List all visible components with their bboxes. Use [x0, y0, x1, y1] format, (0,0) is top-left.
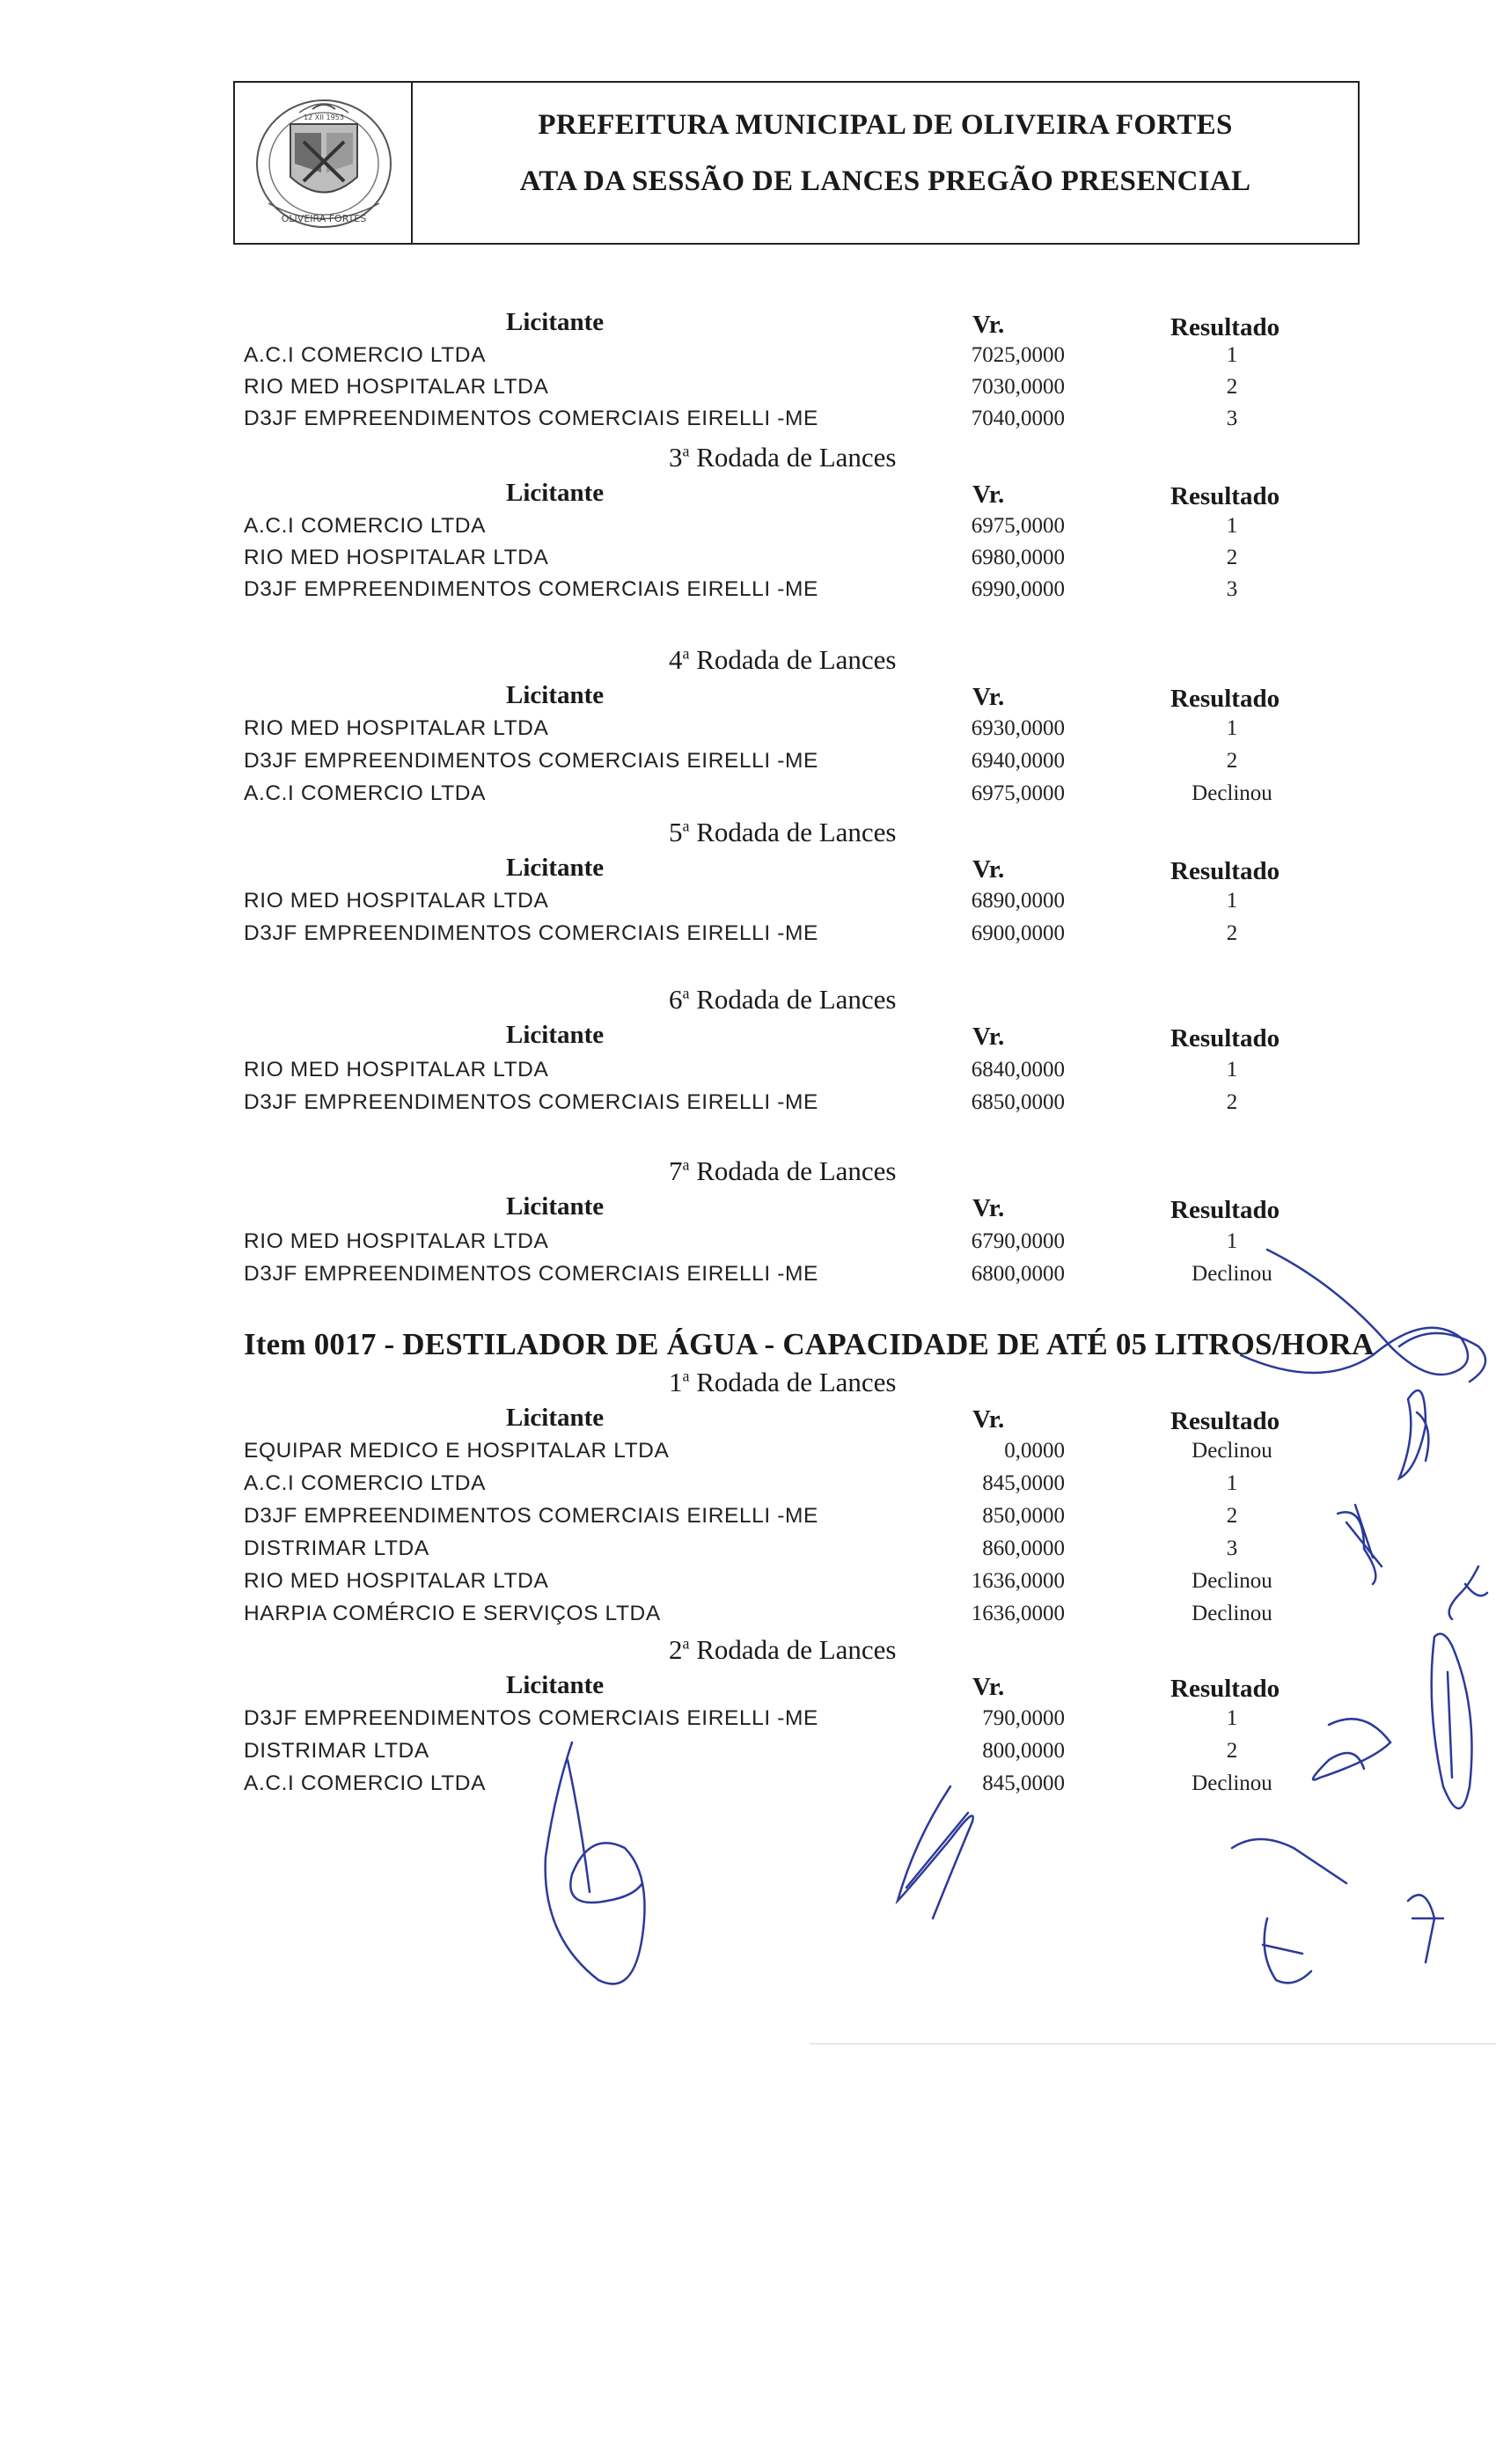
- col-head-vr: Vr.: [972, 480, 1005, 509]
- bidder-name: D3JF EMPREENDIMENTOS COMERCIAIS EIRELLI -ME: [244, 1262, 818, 1286]
- bid-result: 2: [1226, 1739, 1238, 1763]
- bid-value: 6790,0000: [971, 1229, 1065, 1253]
- bid-value: 6940,0000: [971, 749, 1065, 773]
- bid-result: 2: [1226, 921, 1238, 945]
- bid-result: 3: [1226, 1536, 1238, 1560]
- col-head-resultado: Resultado: [1170, 482, 1280, 510]
- bid-result: Declinou: [1192, 1439, 1272, 1463]
- col-head-resultado: Resultado: [1170, 1407, 1280, 1435]
- bid-row: [0, 749, 1496, 781]
- handwritten-signatures-bottom: [493, 1716, 1109, 2006]
- col-head-resultado: Resultado: [1170, 1196, 1280, 1224]
- scan-edge-line: [810, 2043, 1496, 2044]
- col-head-resultado: Resultado: [1170, 1024, 1280, 1052]
- svg-text:OLIVEIRA FORTES: OLIVEIRA FORTES: [281, 213, 367, 224]
- bid-value: 7025,0000: [971, 343, 1065, 367]
- bid-result: 2: [1226, 375, 1238, 399]
- bidder-name: EQUIPAR MEDICO E HOSPITALAR LTDA: [244, 1439, 670, 1463]
- bid-result: 2: [1226, 546, 1238, 569]
- bid-row: [0, 407, 1496, 438]
- bid-result: Declinou: [1192, 781, 1272, 805]
- col-head-licitante: Licitante: [506, 1671, 605, 1699]
- bidder-name: RIO MED HOSPITALAR LTDA: [244, 546, 549, 569]
- municipal-seal-icon: [251, 93, 397, 234]
- bid-result: 3: [1226, 407, 1238, 430]
- bid-result: 1: [1226, 514, 1238, 538]
- round-title: 7$^a$ Rodada de Lances: [669, 1155, 897, 1186]
- bid-row: [0, 716, 1496, 748]
- bid-result: 2: [1226, 749, 1238, 773]
- col-head-resultado: Resultado: [1170, 685, 1280, 713]
- bid-result: 1: [1226, 1706, 1238, 1730]
- col-head-vr: Vr.: [972, 311, 1005, 339]
- bid-result: 2: [1226, 1504, 1238, 1528]
- col-head-licitante: Licitante: [506, 479, 605, 507]
- bid-row: [0, 921, 1496, 953]
- col-head-licitante: Licitante: [506, 854, 605, 882]
- bid-value: 6990,0000: [971, 577, 1065, 601]
- bid-value: 1636,0000: [971, 1602, 1065, 1625]
- bidder-name: DISTRIMAR LTDA: [244, 1739, 429, 1763]
- bid-value: 6975,0000: [971, 781, 1065, 805]
- document-header: [233, 81, 1360, 245]
- round-title: 5$^a$ Rodada de Lances: [669, 817, 897, 847]
- bid-value: 6975,0000: [971, 514, 1065, 538]
- bid-value: 6800,0000: [971, 1262, 1065, 1286]
- bid-value: 6850,0000: [971, 1090, 1065, 1114]
- bidder-name: D3JF EMPREENDIMENTOS COMERCIAIS EIRELLI -ME: [244, 1504, 818, 1528]
- svg-text:12 XII 1953: 12 XII 1953: [304, 114, 344, 121]
- bid-row: [0, 577, 1496, 609]
- bidder-name: D3JF EMPREENDIMENTOS COMERCIAIS EIRELLI -ME: [244, 1706, 818, 1730]
- bidder-name: HARPIA COMÉRCIO E SERVIÇOS LTDA: [244, 1602, 661, 1625]
- bid-result: Declinou: [1192, 1569, 1272, 1593]
- bidder-name: A.C.I COMERCIO LTDA: [244, 1471, 487, 1495]
- col-head-licitante: Licitante: [506, 1404, 605, 1432]
- bid-value: 845,0000: [982, 1771, 1065, 1795]
- handwritten-signatures: [1162, 1214, 1496, 2006]
- bidder-name: D3JF EMPREENDIMENTOS COMERCIAIS EIRELLI -ME: [244, 577, 818, 601]
- bid-row: [0, 546, 1496, 577]
- bid-value: 860,0000: [982, 1536, 1065, 1560]
- bid-result: Declinou: [1192, 1262, 1272, 1286]
- bidder-name: A.C.I COMERCIO LTDA: [244, 781, 487, 805]
- bid-value: 790,0000: [982, 1706, 1065, 1730]
- bidder-name: A.C.I COMERCIO LTDA: [244, 343, 487, 367]
- bidder-name: RIO MED HOSPITALAR LTDA: [244, 716, 549, 740]
- round-title: 6$^a$ Rodada de Lances: [669, 984, 897, 1015]
- bid-result: 1: [1226, 716, 1238, 740]
- bid-value: 6900,0000: [971, 921, 1065, 945]
- col-head-vr: Vr.: [972, 1023, 1005, 1051]
- col-head-licitante: Licitante: [506, 681, 605, 709]
- bid-value: 1636,0000: [971, 1569, 1065, 1593]
- bidder-name: A.C.I COMERCIO LTDA: [244, 514, 487, 538]
- bid-result: 1: [1226, 1058, 1238, 1082]
- bid-result: Declinou: [1192, 1602, 1272, 1625]
- municipality-title: PREFEITURA MUNICIPAL DE OLIVEIRA FORTES: [538, 109, 1233, 141]
- col-head-resultado: Resultado: [1170, 857, 1280, 885]
- col-head-licitante: Licitante: [506, 1192, 605, 1221]
- bid-value: 6980,0000: [971, 546, 1065, 569]
- bid-value: 845,0000: [982, 1471, 1065, 1495]
- bid-value: 6840,0000: [971, 1058, 1065, 1082]
- bid-row: [0, 375, 1496, 407]
- col-head-vr: Vr.: [972, 1405, 1005, 1434]
- col-head-licitante: Licitante: [506, 1021, 605, 1049]
- bid-value: 6930,0000: [971, 716, 1065, 740]
- bid-row: [0, 514, 1496, 546]
- bid-row: [0, 1090, 1496, 1122]
- bidder-name: RIO MED HOSPITALAR LTDA: [244, 375, 549, 399]
- col-head-vr: Vr.: [972, 1194, 1005, 1222]
- bid-result: 1: [1226, 343, 1238, 367]
- bid-value: 6890,0000: [971, 889, 1065, 913]
- round-title: 1$^a$ Rodada de Lances: [669, 1367, 897, 1397]
- bid-value: 800,0000: [982, 1739, 1065, 1763]
- bid-row: [0, 781, 1496, 813]
- bid-result: 1: [1226, 1229, 1238, 1253]
- bid-result: 1: [1226, 1471, 1238, 1495]
- bidder-name: DISTRIMAR LTDA: [244, 1536, 429, 1560]
- bid-result: 2: [1226, 1090, 1238, 1114]
- bidder-name: D3JF EMPREENDIMENTOS COMERCIAIS EIRELLI -ME: [244, 1090, 818, 1114]
- col-head-resultado: Resultado: [1170, 1675, 1280, 1703]
- round-title: 3$^a$ Rodada de Lances: [669, 442, 897, 473]
- col-head-resultado: Resultado: [1170, 313, 1280, 341]
- bidder-name: RIO MED HOSPITALAR LTDA: [244, 1569, 549, 1593]
- bid-value: 850,0000: [982, 1504, 1065, 1528]
- bid-row: [0, 1058, 1496, 1089]
- col-head-vr: Vr.: [972, 1673, 1005, 1701]
- col-head-licitante: Licitante: [506, 308, 605, 336]
- bidder-name: RIO MED HOSPITALAR LTDA: [244, 1058, 549, 1082]
- bid-row: [0, 889, 1496, 920]
- bid-value: 7030,0000: [971, 375, 1065, 399]
- bid-value: 7040,0000: [971, 407, 1065, 430]
- bidder-name: D3JF EMPREENDIMENTOS COMERCIAIS EIRELLI -ME: [244, 749, 818, 773]
- bid-result: 3: [1226, 577, 1238, 601]
- round-title: 2$^a$ Rodada de Lances: [669, 1634, 897, 1665]
- bid-result: 1: [1226, 889, 1238, 913]
- bidder-name: D3JF EMPREENDIMENTOS COMERCIAIS EIRELLI -ME: [244, 921, 818, 945]
- bidder-name: RIO MED HOSPITALAR LTDA: [244, 1229, 549, 1253]
- bidder-name: RIO MED HOSPITALAR LTDA: [244, 889, 549, 913]
- document-title: ATA DA SESSÃO DE LANCES PREGÃO PRESENCIAL: [519, 165, 1251, 197]
- col-head-vr: Vr.: [972, 855, 1005, 884]
- bidder-name: A.C.I COMERCIO LTDA: [244, 1771, 487, 1795]
- bid-value: 0,0000: [1004, 1439, 1065, 1463]
- bidder-name: D3JF EMPREENDIMENTOS COMERCIAIS EIRELLI -ME: [244, 407, 818, 430]
- col-head-vr: Vr.: [972, 683, 1005, 711]
- item-title: Item 0017 - DESTILADOR DE ÁGUA - CAPACIDADE DE ATÉ 05 LITROS/HORA: [244, 1327, 1375, 1361]
- bid-result: Declinou: [1192, 1771, 1272, 1795]
- bid-row: [0, 343, 1496, 375]
- municipal-seal-cell: [235, 83, 413, 243]
- round-title: 4$^a$ Rodada de Lances: [669, 644, 897, 675]
